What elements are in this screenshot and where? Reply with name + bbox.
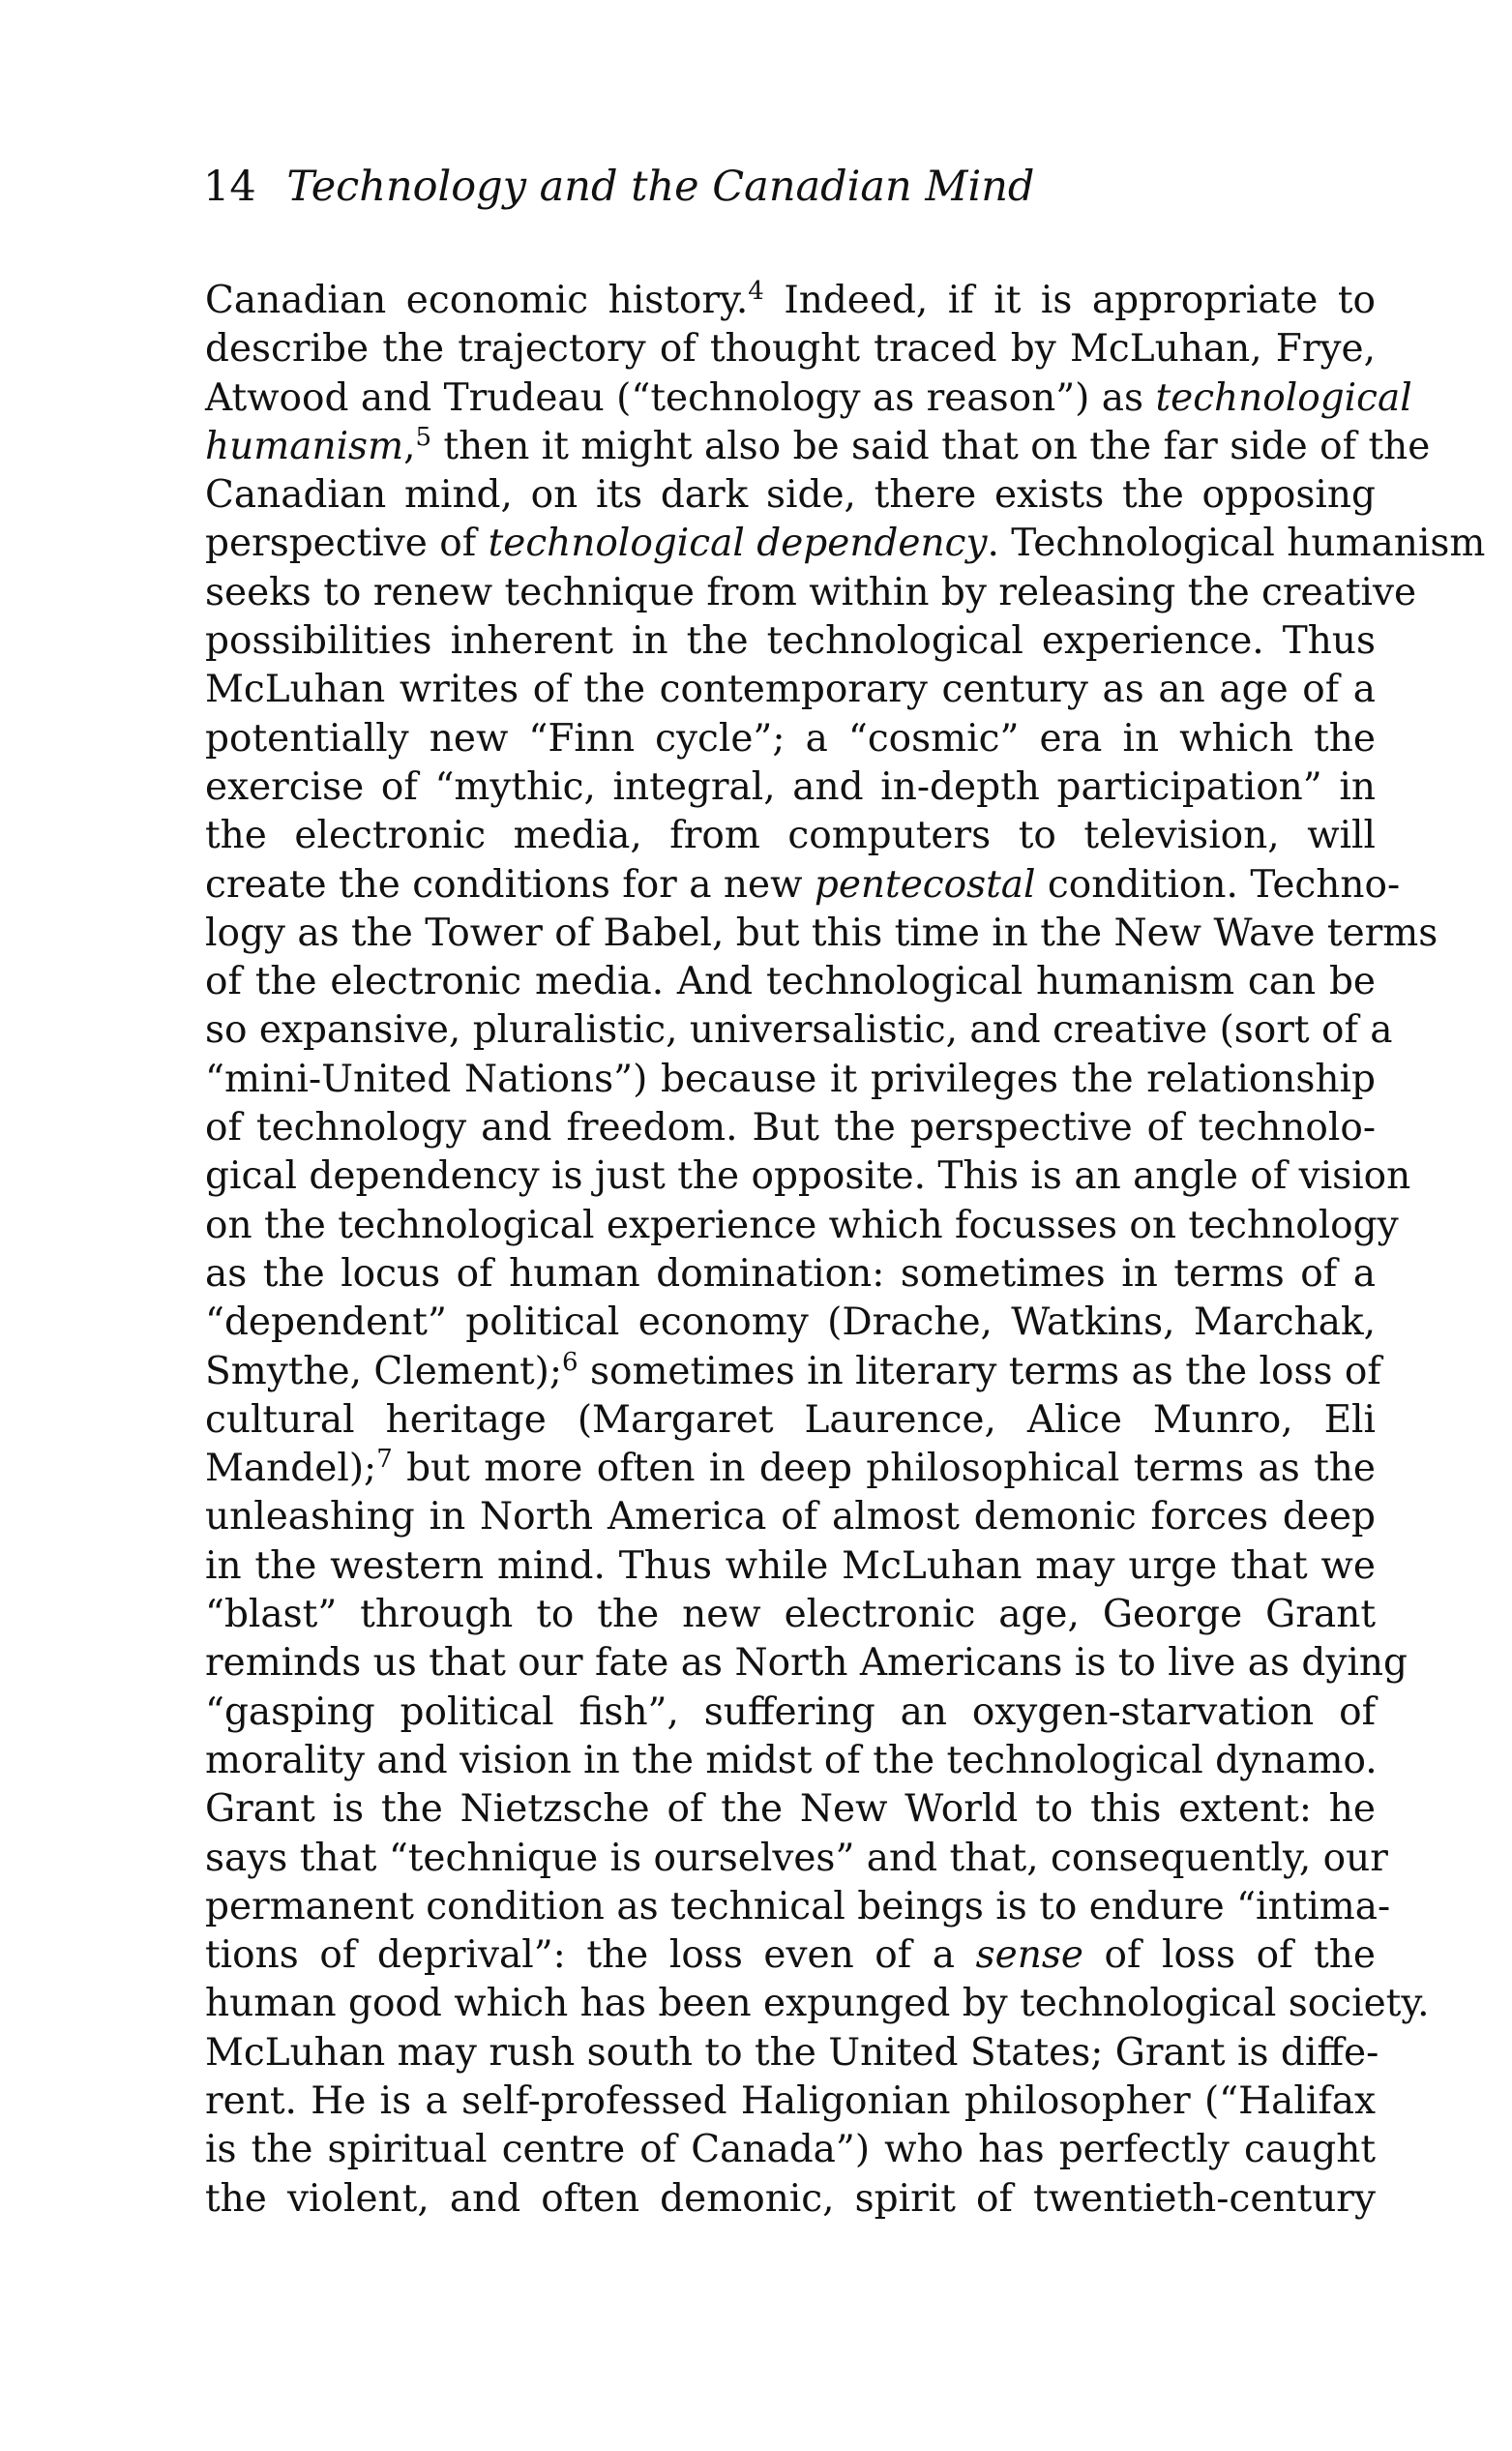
text-run: logy as the Tower of Babel, but this time in the New Wave terms [205, 911, 1438, 955]
text-line [205, 1689, 1376, 1737]
text-line [205, 1006, 1393, 1055]
text-line [205, 520, 1486, 568]
text-line [205, 1493, 1376, 1541]
text-line [205, 1931, 1376, 1980]
text-run: McLuhan may rush south to the United States; Grant is diffe- [205, 2030, 1379, 2075]
page-number: 14 [203, 163, 256, 211]
text-run: “gasping political fish”, suffering an oxygen-starvation of [205, 1689, 1376, 1734]
footnote-marker: 4 [748, 277, 764, 306]
text-run: of loss of the [1082, 1933, 1376, 1978]
text-line [205, 325, 1376, 374]
text-line [205, 2029, 1379, 2077]
text-run: potentially new “Finn cycle”; a “cosmic” era in which the [205, 716, 1376, 761]
text-run: create the conditions for a new [205, 862, 815, 907]
text-run: so expansive, pluralistic, universalistic, and creative (sort of a [205, 1008, 1393, 1053]
text-run: but more often in deep philosophical terms as the [392, 1447, 1376, 1491]
text-line [205, 1542, 1376, 1591]
text-run: perspective of [205, 522, 489, 566]
text-run: cultural heritage (Margaret Laurence, Alice Munro, Eli [205, 1397, 1376, 1442]
text-run: of the electronic media. And technological humanism can be [205, 960, 1376, 1004]
text-run: . Technological humanism [987, 522, 1486, 566]
text-run: exercise of “mythic, integral, and in-depth participation” in [205, 764, 1376, 809]
text-run: reminds us that our fate as North Americans is to live as dying [205, 1641, 1408, 1686]
text-line [205, 1056, 1376, 1104]
text-run: describe the trajectory of thought traced by McLuhan, Frye, [205, 327, 1376, 372]
text-line [205, 277, 1376, 325]
text-run: “blast” through to the new electronic age, George Grant [205, 1593, 1376, 1637]
footnote-marker: 6 [562, 1347, 578, 1377]
text-line [205, 471, 1376, 520]
text-run: of technology and freedom. But the perspective of technolo- [205, 1106, 1376, 1151]
italic-phrase: pentecostal [814, 862, 1036, 907]
text-line [205, 1883, 1391, 1931]
text-run: permanent condition as technical beings is to endure “intima- [205, 1884, 1391, 1928]
text-line [205, 812, 1376, 860]
text-run: as the locus of human domination: sometimes in terms of a [205, 1251, 1376, 1296]
italic-phrase: humanism [205, 424, 404, 468]
text-run: the violent, and often demonic, spirit of twentieth-century [205, 2176, 1376, 2221]
text-line [205, 1396, 1376, 1445]
body-text [205, 277, 1486, 2224]
text-line [205, 1980, 1430, 2028]
text-run: in the western mind. Thus while McLuhan may urge that we [205, 1543, 1376, 1588]
text-line [205, 763, 1376, 812]
text-run: tions of deprival”: the loss even of a [205, 1933, 976, 1978]
text-run: “dependent” political economy (Drache, Watkins, Marchak, [205, 1300, 1376, 1345]
text-run: Indeed, if it is appropriate to [763, 279, 1376, 322]
italic-phrase: technological dependency [488, 522, 988, 566]
book-title: Technology and the Canadian Mind [286, 163, 1035, 211]
text-line [205, 1299, 1376, 1347]
text-line [205, 617, 1376, 666]
text-run: is the spiritual centre of Canada”) who has perfectly caught [205, 2128, 1376, 2172]
text-line [205, 861, 1401, 910]
text-line [205, 1591, 1376, 1639]
text-line [205, 715, 1376, 763]
text-line [205, 958, 1376, 1006]
text-run: Mandel); [205, 1447, 377, 1491]
text-line [205, 910, 1438, 958]
text-run: morality and vision in the midst of the technological dynamo. [205, 1738, 1378, 1782]
text-line [205, 2126, 1376, 2174]
text-line [205, 1152, 1411, 1201]
text-line [205, 1104, 1376, 1152]
text-run: Atwood and Trudeau (“technology as reason”) as [205, 375, 1156, 420]
text-line [205, 1639, 1408, 1688]
text-line [205, 374, 1412, 423]
text-line [205, 666, 1376, 714]
text-run: then it might also be said that on the far side of the [431, 424, 1431, 468]
text-line [205, 2077, 1376, 2126]
text-run: McLuhan writes of the contemporary century as an age of a [205, 668, 1376, 712]
italic-phrase: sense [975, 1933, 1083, 1978]
text-line [205, 569, 1417, 617]
text-run: unleashing in North America of almost demonic forces deep [205, 1495, 1376, 1539]
text-run: gical dependency is just the opposite. This is an angle of vision [205, 1154, 1411, 1199]
text-line [205, 1347, 1381, 1396]
text-run: on the technological experience which focusses on technology [205, 1203, 1399, 1247]
text-line [205, 1785, 1376, 1834]
text-run: human good which has been expunged by technological society. [205, 1982, 1430, 2026]
text-run: the electronic media, from computers to television, will [205, 814, 1376, 858]
footnote-marker: 7 [376, 1445, 393, 1475]
text-run: seeks to renew technique from within by releasing the creative [205, 570, 1417, 614]
footnote-marker: 5 [415, 422, 432, 452]
text-run: rent. He is a self-professed Haligonian philosopher (“Halifax [205, 2078, 1376, 2123]
text-run: “mini-United Nations”) because it privileges the relationship [205, 1057, 1376, 1101]
text-run: Canadian economic history. [205, 279, 749, 322]
running-head [203, 163, 1034, 211]
text-run: sometimes in literary terms as the loss of [578, 1349, 1381, 1393]
text-run: Grant is the Nietzsche of the New World to this extent: he [205, 1787, 1376, 1832]
italic-phrase: technological [1155, 375, 1412, 420]
text-run: , [403, 424, 416, 468]
text-line [205, 422, 1431, 471]
text-line [205, 1835, 1388, 1883]
text-line [205, 2175, 1376, 2224]
text-run: Canadian mind, on its dark side, there exists the opposing [205, 473, 1376, 518]
text-run: says that “technique is ourselves” and that, consequently, our [205, 1836, 1388, 1880]
text-line [205, 1250, 1376, 1299]
text-line [205, 1737, 1376, 1785]
text-run: condition. Techno- [1035, 862, 1401, 907]
text-run: possibilities inherent in the technological experience. Thus [205, 619, 1376, 664]
text-line [205, 1202, 1399, 1250]
text-line [205, 1445, 1376, 1493]
text-run: Smythe, Clement); [205, 1349, 562, 1393]
